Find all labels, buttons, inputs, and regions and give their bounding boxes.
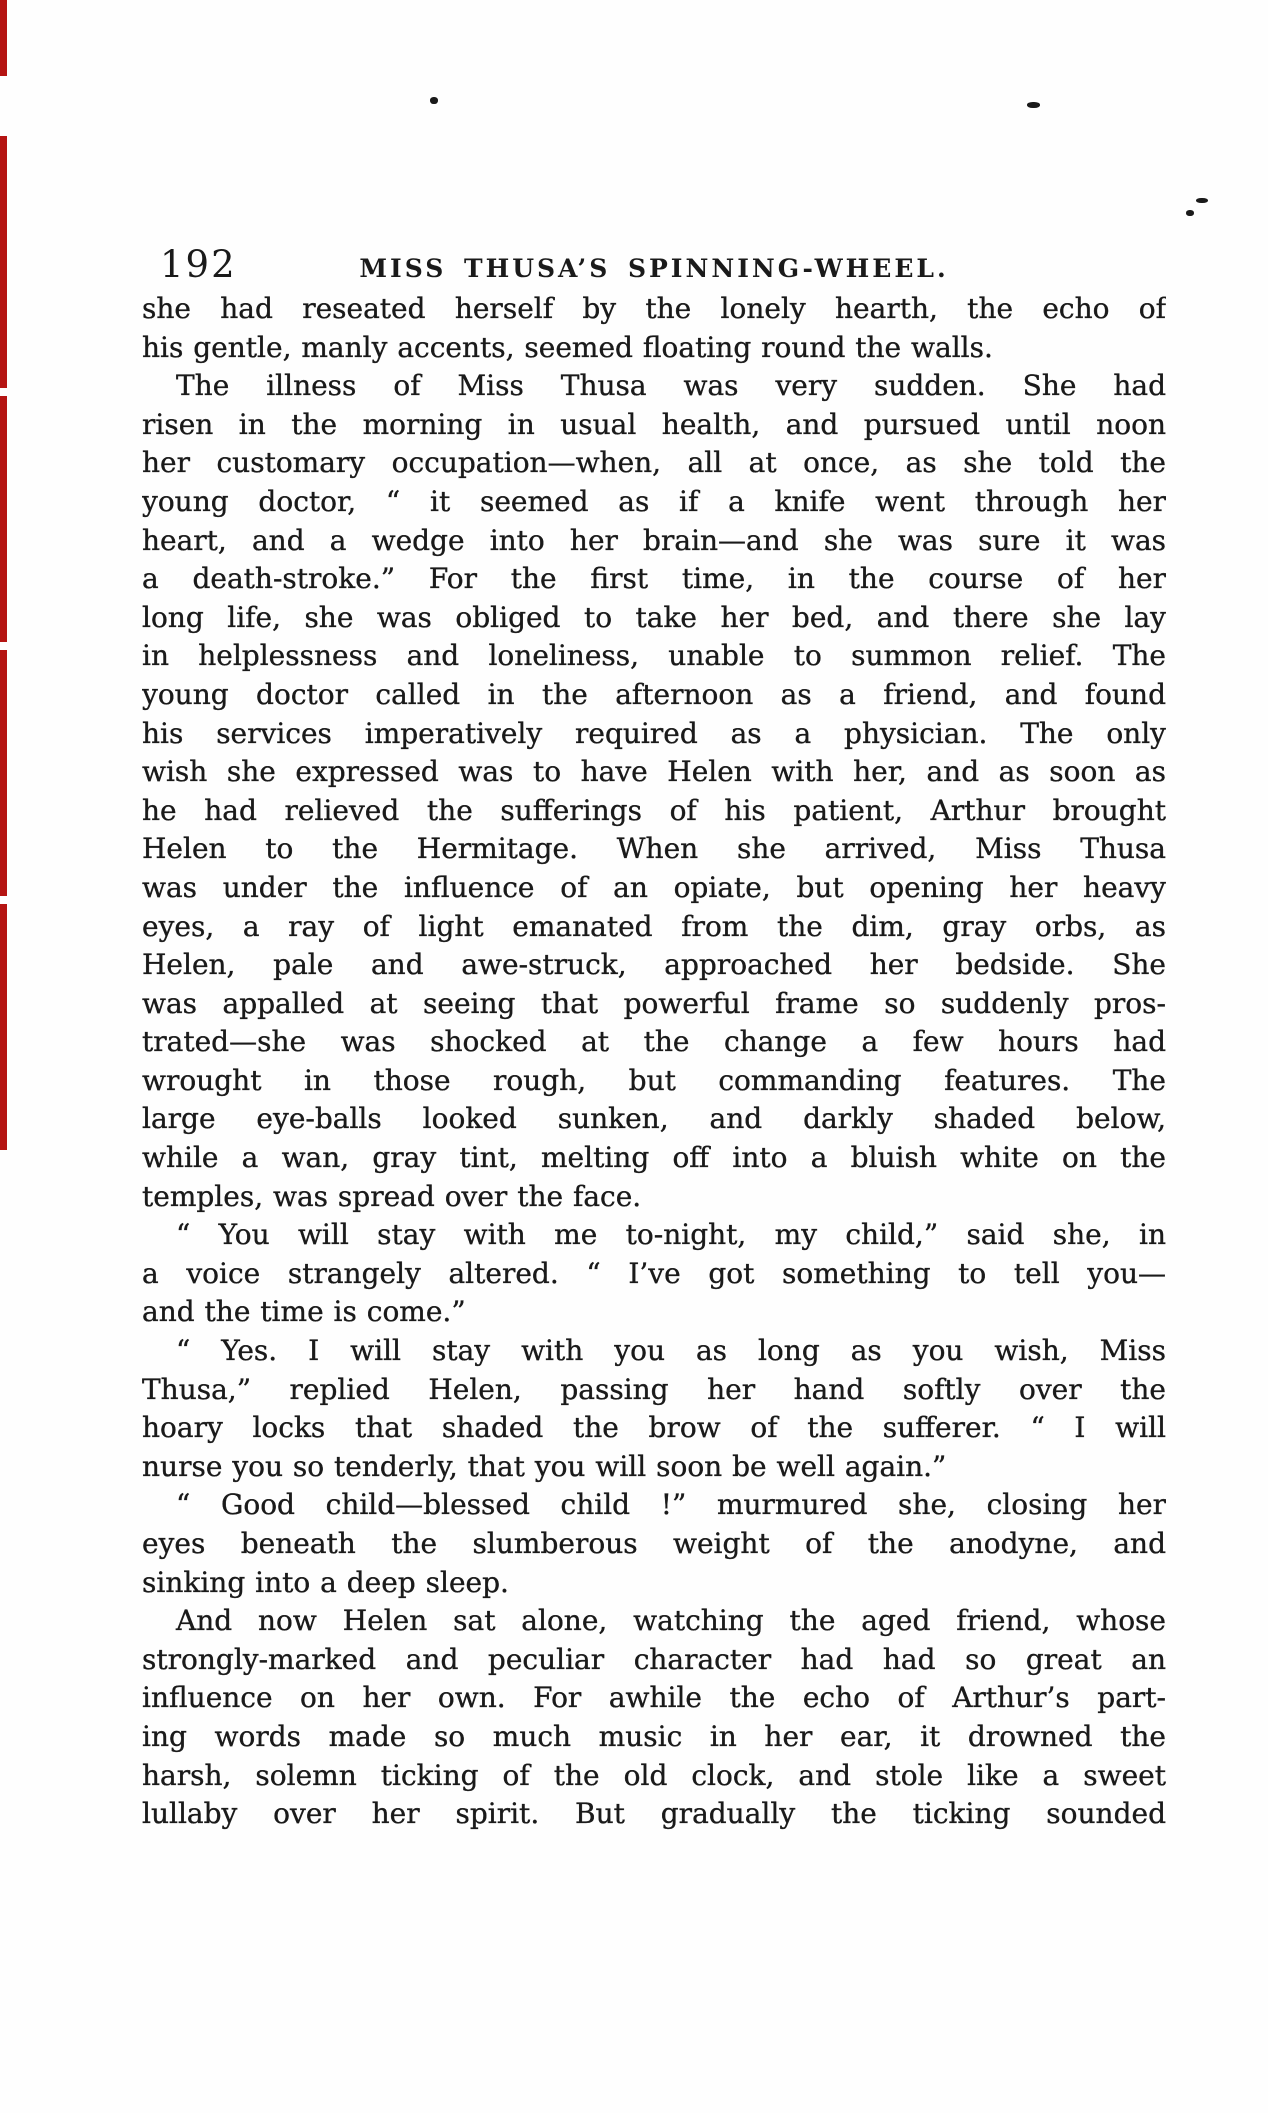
text-line: The illness of Miss Thusa was very sudden. She had	[176, 369, 1166, 403]
text-line: strongly-marked and peculiar character had had so great an	[142, 1642, 1166, 1676]
text-line: hoary locks that shaded the brow of the sufferer. “ I will	[142, 1411, 1166, 1445]
text-line: “ Yes. I will stay with you as long as you wish, Miss	[176, 1334, 1166, 1368]
text-line: he had relieved the sufferings of his patient, Arthur brought	[142, 793, 1166, 827]
text-line: trated—she was shocked at the change a few hours had	[142, 1025, 1166, 1059]
text-line: wish she expressed was to have Helen with her, and as soon as	[142, 755, 1166, 789]
text-line: risen in the morning in usual health, and pursued until noon	[142, 407, 1166, 441]
text-line: long life, she was obliged to take her bed, and there she lay	[142, 600, 1166, 634]
text-lines	[142, 290, 1166, 1834]
page-number: 192	[160, 243, 237, 286]
text-line: wrought in those rough, but commanding features. The	[142, 1063, 1166, 1097]
text-line: sinking into a deep sleep.	[142, 1565, 509, 1599]
text-line: young doctor, “ it seemed as if a knife went through her	[142, 484, 1166, 518]
text-line: her customary occupation—when, all at once, as she told the	[142, 446, 1166, 480]
text-line: Helen, pale and awe-struck, approached her bedside. She	[142, 948, 1166, 982]
text-line: harsh, solemn ticking of the old clock, and stole like a sweet	[142, 1758, 1166, 1792]
text-line: and the time is come.”	[142, 1295, 466, 1329]
text-line: heart, and a wedge into her brain—and she was sure it was	[142, 523, 1166, 557]
text-line: a death-stroke.” For the first time, in the course of her	[142, 562, 1166, 596]
text-line: nurse you so tenderly, that you will soon be well again.”	[142, 1449, 947, 1483]
text-line: ing words made so much music in her ear, it drowned the	[142, 1719, 1166, 1753]
text-line: “ Good child—blessed child !” murmured she, closing her	[176, 1488, 1166, 1522]
ink-speck	[1196, 198, 1208, 203]
ink-speck	[430, 97, 438, 104]
text-line: she had reseated herself by the lonely hearth, the echo of	[142, 292, 1166, 325]
text-line: his services imperatively required as a physician. The only	[142, 716, 1166, 750]
text-line: eyes beneath the slumberous weight of the anodyne, and	[142, 1527, 1166, 1560]
text-line: while a wan, gray tint, melting off into a bluish white on the	[142, 1141, 1166, 1175]
scan-edge-artifact	[0, 650, 7, 896]
text-line: was under the influence of an opiate, but opening her heavy	[142, 870, 1166, 904]
scan-edge-artifact	[0, 396, 7, 642]
text-line: his gentle, manly accents, seemed floating round the walls.	[142, 330, 993, 364]
text-line: And now Helen sat alone, watching the aged friend, whose	[176, 1604, 1166, 1638]
text-line: eyes, a ray of light emanated from the dim, gray orbs, as	[142, 909, 1166, 943]
ink-speck	[1186, 210, 1194, 216]
text-line: was appalled at seeing that powerful frame so suddenly pros-	[142, 986, 1166, 1020]
text-line: Helen to the Hermitage. When she arrived, Miss Thusa	[142, 832, 1166, 866]
scan-edge-artifact	[0, 0, 7, 76]
running-title: MISS THUSA’S SPINNING-WHEEL.	[359, 254, 949, 283]
text-line: “ You will stay with me to-night, my child,” said she, in	[176, 1218, 1166, 1252]
text-line: a voice strangely altered. “ I’ve got something to tell you—	[142, 1256, 1166, 1290]
scan-edge-artifact	[0, 136, 7, 388]
scan-edge-artifact	[0, 904, 7, 1150]
text-line: in helplessness and loneliness, unable to summon relief. The	[142, 639, 1166, 673]
text-line: influence on her own. For awhile the echo of Arthur’s part-	[142, 1681, 1166, 1715]
text-line: Thusa,” replied Helen, passing her hand softly over the	[142, 1372, 1166, 1406]
ink-speck	[1027, 102, 1040, 108]
text-line: young doctor called in the afternoon as a friend, and found	[142, 677, 1166, 711]
text-line: lullaby over her spirit. But gradually the ticking sounded	[142, 1797, 1166, 1831]
text-line: large eye-balls looked sunken, and darkly shaded below,	[142, 1102, 1166, 1136]
text-line: temples, was spread over the face.	[142, 1179, 642, 1213]
